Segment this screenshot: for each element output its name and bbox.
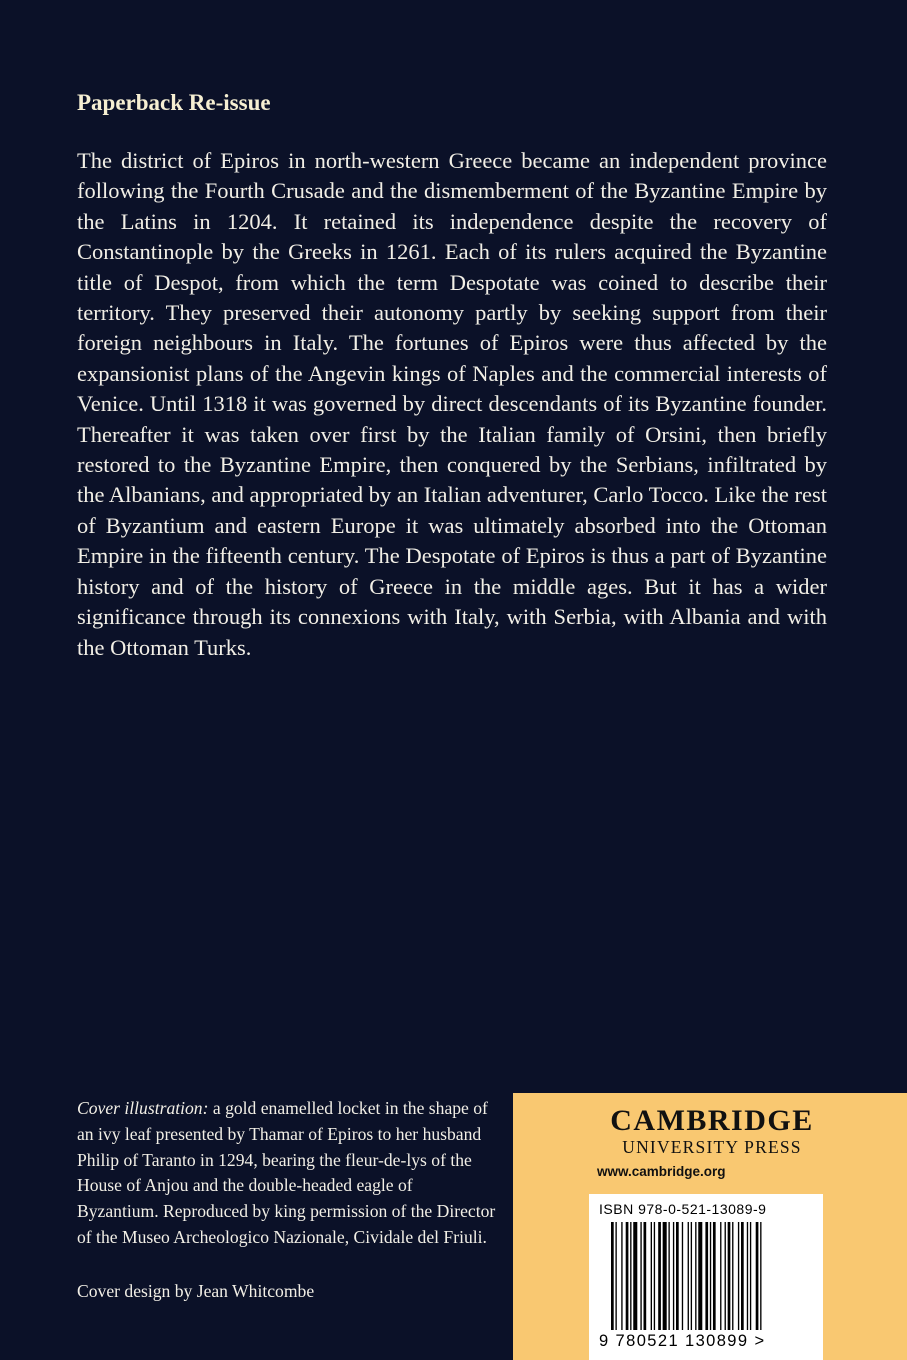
barcode-bar bbox=[630, 1222, 631, 1330]
barcode-bar bbox=[732, 1222, 733, 1330]
barcode-bar bbox=[651, 1222, 652, 1330]
barcode-bar bbox=[626, 1222, 629, 1330]
barcode-bar bbox=[698, 1222, 702, 1330]
barcode-bar bbox=[621, 1222, 622, 1330]
barcode-bar bbox=[720, 1222, 721, 1330]
barcode-bar bbox=[644, 1222, 647, 1330]
barcode-bar bbox=[710, 1222, 711, 1330]
barcode-bar bbox=[725, 1222, 726, 1330]
barcode-bar bbox=[688, 1222, 689, 1330]
cover-design-credit: Cover design by Jean Whitcombe bbox=[77, 1281, 315, 1301]
publisher-website: www.cambridge.org bbox=[597, 1164, 726, 1179]
cover-illustration-text: a gold enamelled locket in the shape of an ivy leaf presented by Thamar of Epiros to her husband Philip of Taranto in 1294, bearing the fleur-de-lys of the House of Anjou and the double-headed eagle of Byzantium. Reproduced by king permission of the Director of the Museo Archeologico Nazionale, Cividale del Friuli. bbox=[77, 1098, 496, 1247]
barcode-bar bbox=[695, 1222, 696, 1330]
cover-illustration-credit bbox=[77, 1096, 497, 1251]
barcode-bar bbox=[673, 1222, 674, 1330]
barcode-bar bbox=[633, 1222, 637, 1330]
barcode-bar bbox=[756, 1222, 759, 1330]
book-description: The district of Epiros in north-western Greece became an independent province following the Fourth Crusade and the dismemberment of the Byzantine Empire by the Latins in 1204. It retained its independence despite the recovery of Constantinople by the Greeks in 1261. Each of its rulers acquired the Byzantine title of Despot, from which the term Despotate was coined to describe their territory. They preserved their autonomy partly by seeking support from their foreign neighbours in Italy. The fortunes of Epiros were thus affected by the expansionist plans of the Angevin kings of Naples and the commercial interests of Venice. Until 1318 it was governed by direct descendants of its Byzantine founder. Thereafter it was taken over first by the Italian family of Orsini, then briefly restored to the Byzantine Empire, then conquered by the Serbians, infiltrated by the Albanians, and appropriated by an Italian adventurer, Carlo Tocco. Like the rest of Byzantium and eastern Europe it was ultimately absorbed into the Ottoman Empire in the fifteenth century. The Despotate of Epiros is thus a part of Byzantine history and of the history of Greece in the middle ages. But it has a wider significance through its connexions with Italy, with Serbia, with Albania and with the Ottoman Turks. bbox=[77, 148, 827, 660]
barcode-bar bbox=[682, 1222, 683, 1330]
publisher-logo bbox=[597, 1105, 827, 1157]
publisher-name: CAMBRIDGE bbox=[610, 1104, 814, 1137]
barcode-bar bbox=[658, 1222, 661, 1330]
barcode-bar bbox=[747, 1222, 748, 1330]
barcode-bar bbox=[663, 1222, 667, 1330]
barcode-bar bbox=[705, 1222, 708, 1330]
barcode-bar bbox=[728, 1222, 731, 1330]
barcode-bar bbox=[640, 1222, 641, 1330]
barcode-bar bbox=[713, 1222, 716, 1330]
barcode-bar bbox=[750, 1222, 751, 1330]
isbn-label: ISBN 978-0-521-13089-9 bbox=[599, 1201, 767, 1217]
section-heading: Paperback Re-issue bbox=[77, 90, 271, 115]
barcode-bar bbox=[760, 1222, 761, 1330]
isbn-barcode bbox=[589, 1194, 823, 1360]
publisher-subtitle: UNIVERSITY PRESS bbox=[622, 1137, 802, 1157]
barcode-bar bbox=[676, 1222, 679, 1330]
barcode-digits: 9 780521 130899 > bbox=[599, 1332, 766, 1350]
barcode-bar bbox=[691, 1222, 692, 1330]
barcode-bar bbox=[654, 1222, 655, 1330]
publisher-panel bbox=[513, 1093, 907, 1360]
cover-illustration-label: Cover illustration: bbox=[77, 1098, 209, 1118]
barcode-bar bbox=[668, 1222, 669, 1330]
barcode-bar bbox=[615, 1222, 616, 1330]
barcode-bar bbox=[741, 1222, 744, 1330]
barcode-bar bbox=[611, 1222, 614, 1330]
barcode-bar bbox=[738, 1222, 739, 1330]
